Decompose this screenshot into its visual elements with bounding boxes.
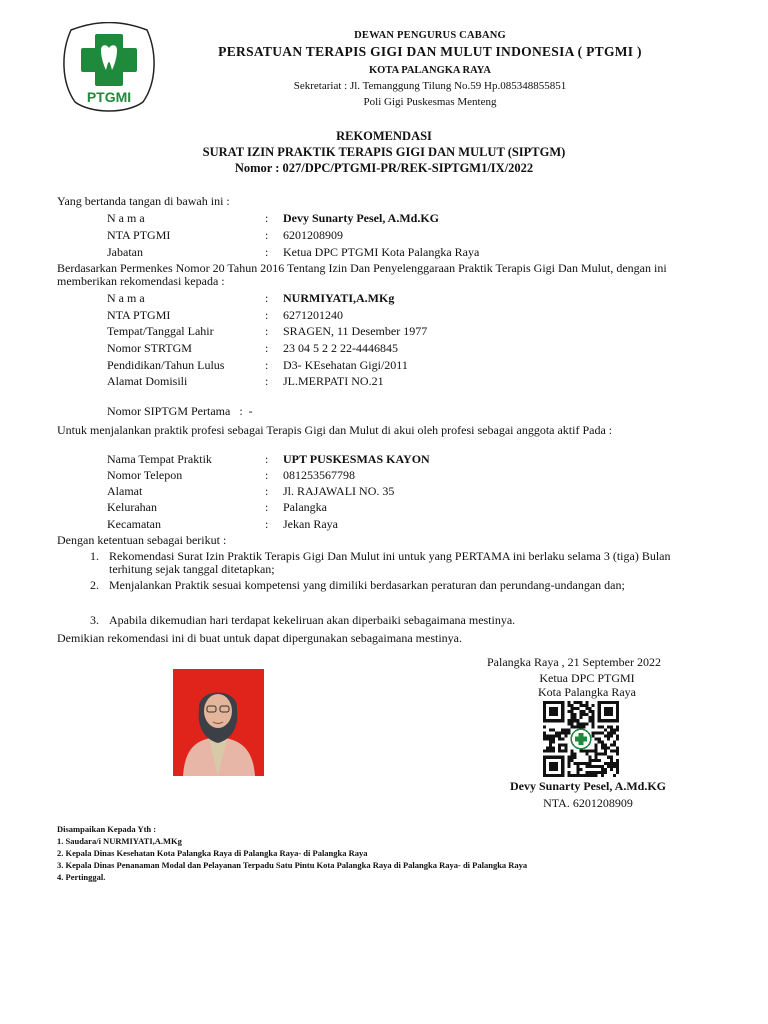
header-org-level: DEWAN PENGURUS CABANG (354, 30, 506, 41)
closing-text: Demikian rekomendasi ini di buat untuk dapat dipergunakan sebagaimana mestinya. (57, 631, 462, 645)
field-value: Devy Sunarty Pesel, A.Md.KG (283, 211, 439, 225)
document-number: Nomor : 027/DPC/PTGMI-PR/REK-SIPTGM1/IX/2022 (234, 161, 534, 175)
header-office: Poli Gigi Puskesmas Menteng (363, 96, 497, 108)
field-label: Nomor Telepon (107, 468, 183, 482)
header-city: KOTA PALANGKA RAYA (369, 65, 491, 76)
list-item: 2. Kepala Dinas Kesehatan Kota Palangka Raya di Palangka Raya- di Palangka Raya (57, 848, 368, 858)
header-secretariat: Sekretariat : Jl. Temanggung Tilung No.59 Hp.085348855851 (293, 80, 567, 92)
field-value: Jl. RAJAWALI NO. 35 (283, 484, 395, 498)
cc-title: Disampaikan Kepada Yth : (57, 824, 157, 834)
recipient-row: Tempat/Tanggal Lahir : SRAGEN, 11 Desember 1977 (107, 324, 428, 338)
field-label: Pendidikan/Tahun Lulus (107, 358, 225, 372)
applicant-photo (173, 669, 264, 776)
field-value: Jekan Raya (283, 517, 338, 531)
field-label: Alamat (107, 484, 143, 498)
field-label: N a m a (107, 291, 145, 305)
field-value: 6271201240 (283, 308, 343, 322)
list-item: 3. Kepala Dinas Penanaman Modal dan Pelayanan Terpadu Satu Pintu Kota Palangka Raya di Palangka Raya- di Palangka Raya (57, 860, 528, 870)
field-value: 6201208909 (283, 228, 343, 242)
purpose-paragraph: Untuk menjalankan praktik profesi sebagai Terapis Gigi dan Mulut di akui oleh profesi sebagai anggota aktif Pada : (57, 423, 613, 437)
field-value: SRAGEN, 11 Desember 1977 (283, 324, 428, 338)
field-value: D3- KEsehatan Gigi/2011 (283, 358, 408, 372)
field-value: Ketua DPC PTGMI Kota Palangka Raya (283, 245, 480, 259)
signer-nta: NTA. 6201208909 (543, 796, 633, 810)
list-item: 4. Pertinggal. (57, 872, 106, 882)
practice-row: Nama Tempat Praktik : UPT PUSKESMAS KAYON (107, 452, 430, 466)
qr-code (543, 701, 619, 777)
signer-row: Jabatan : Ketua DPC PTGMI Kota Palangka Raya (107, 245, 480, 259)
field-label: Kecamatan (107, 517, 161, 531)
practice-row: Alamat : Jl. RAJAWALI NO. 35 (107, 484, 395, 498)
field-label: Alamat Domisili (107, 374, 188, 388)
field-label: Nama Tempat Praktik (107, 452, 212, 466)
practice-row: Nomor Telepon : 081253567798 (107, 468, 355, 482)
practice-row: Kecamatan : Jekan Raya (107, 517, 338, 531)
list-item: 1. Saudara/i NURMIYATI,A.MKg (57, 836, 182, 846)
field-value: 081253567798 (283, 468, 355, 482)
practice-row: Kelurahan : Palangka (107, 500, 327, 514)
document-title: REKOMENDASI (336, 129, 432, 143)
field-label: Kelurahan (107, 500, 157, 514)
field-label: NTA PTGMI (107, 228, 171, 242)
basis-paragraph: Berdasarkan Permenkes Nomor 20 Tahun 2016 Tentang Izin Dan Penyelenggaraan Praktik Terapis Gigi Dan Mulut, dengan ini memberikan rekomendasi kepada : (57, 261, 667, 288)
logo-text: PTGMI (86, 89, 132, 105)
field-value: NURMIYATI,A.MKg (283, 291, 395, 305)
recipient-row: Pendidikan/Tahun Lulus : D3- KEsehatan Gigi/2011 (107, 358, 408, 372)
document-subtitle: SURAT IZIN PRAKTIK TERAPIS GIGI DAN MULUT (SIPTGM) (202, 145, 566, 159)
field-label: Nomor STRTGM (107, 341, 192, 355)
field-label: Nomor SIPTGM Pertama (107, 404, 231, 418)
field-value: JL.MERPATI NO.21 (283, 374, 384, 388)
signer-city: Kota Palangka Raya (538, 685, 636, 699)
field-label: Tempat/Tanggal Lahir (107, 324, 214, 338)
recipient-row: N a m a : NURMIYATI,A.MKg (107, 291, 395, 305)
field-value: 23 04 5 2 2 22-4446845 (283, 341, 398, 355)
signer-name: Devy Sunarty Pesel, A.Md.KG (510, 779, 666, 793)
siptgm-row: Nomor SIPTGM Pertama : - (107, 404, 253, 418)
field-value: Palangka (283, 500, 327, 514)
signer-role: Ketua DPC PTGMI (539, 671, 635, 685)
intro-text: Yang bertanda tangan di bawah ini : (57, 194, 230, 208)
field-value: - (248, 404, 253, 418)
field-label: N a m a (107, 211, 145, 225)
conditions-intro: Dengan ketentuan sebagai berikut : (57, 533, 227, 547)
recipient-row: NTA PTGMI : 6271201240 (107, 308, 343, 322)
field-value: UPT PUSKESMAS KAYON (283, 452, 430, 466)
ptgmi-logo (57, 22, 161, 114)
header-org-name: PERSATUAN TERAPIS GIGI DAN MULUT INDONESIA ( PTGMI ) (218, 44, 642, 59)
signer-row: NTA PTGMI : 6201208909 (107, 228, 343, 242)
recipient-row: Nomor STRTGM : 23 04 5 2 2 22-4446845 (107, 341, 398, 355)
recipient-row: Alamat Domisili : JL.MERPATI NO.21 (107, 374, 384, 388)
place-date: Palangka Raya , 21 September 2022 (487, 655, 661, 669)
field-label: Jabatan (107, 245, 143, 259)
field-label: NTA PTGMI (107, 308, 171, 322)
signer-row: N a m a : Devy Sunarty Pesel, A.Md.KG (107, 211, 439, 225)
